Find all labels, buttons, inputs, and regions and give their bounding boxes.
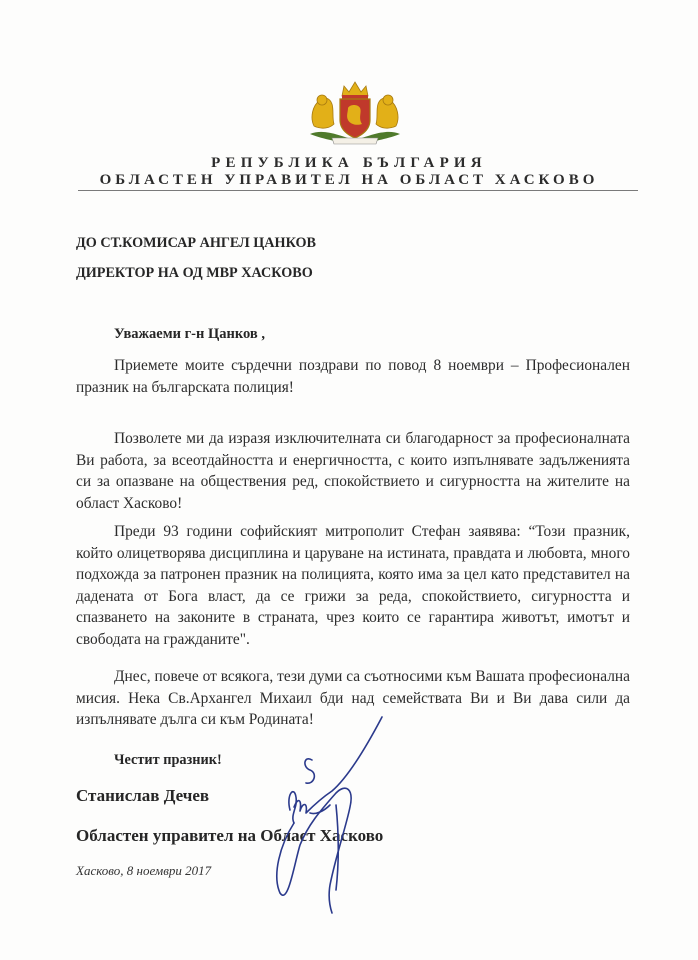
body-paragraph: Приемете моите сърдечни поздрави по повод 8 ноември – Професионален празник на българската полиция! xyxy=(76,357,630,396)
recipient-line-1: ДО СТ.КОМИСАР АНГЕЛ ЦАНКОВ xyxy=(76,235,317,251)
body-paragraph: Днес, повече от всякога, тези думи са съотносими към Вашата професионална мисия. Нека Св.Архангел Михаил бди над семействата Ви и Ви дава сили да изпълнявате дълга си към Родината! xyxy=(76,668,630,728)
place-and-date: Хасково, 8 ноември 2017 xyxy=(76,863,212,878)
signatory-title: Областен управител на Област Хасково xyxy=(76,826,384,845)
letterhead-country: РЕПУБЛИКА БЪЛГАРИЯ xyxy=(211,155,487,171)
letterhead-divider xyxy=(78,190,638,191)
body-paragraph: Преди 93 години софийският митрополит Стефан заявява: “Този празник, който олицетворява дисциплина и царуване на истината, правдата и любовта, много подхожда за патронен празник на полицията, която има за цел като представител на дадената от Бога власт, да се грижи за реда, спокойствието, сигурността и спазването на законите в страната, чрез които се гарантира животът, имотът и свободата на гражданите". xyxy=(76,523,630,648)
closing-greeting: Честит празник! xyxy=(114,752,222,768)
coat-of-arms-icon xyxy=(304,78,406,148)
body-paragraph: Позволете ми да изразя изключителната си благодарност за професионалната Ви работа, за всеотдайността и енергичността, с които изпълнявате задълженията си за опазване на обществения ред, спокойствието и сигурността на жителите на област Хасково! xyxy=(76,430,630,512)
signatory-name: Станислав Дечев xyxy=(76,786,210,805)
handwritten-signature-icon xyxy=(250,715,390,915)
recipient-line-2: ДИРЕКТОР НА ОД МВР ХАСКОВО xyxy=(76,265,313,281)
salutation: Уважаеми г-н Цанков , xyxy=(114,326,265,342)
letterhead-office: ОБЛАСТЕН УПРАВИТЕЛ НА ОБЛАСТ ХАСКОВО xyxy=(99,172,599,188)
